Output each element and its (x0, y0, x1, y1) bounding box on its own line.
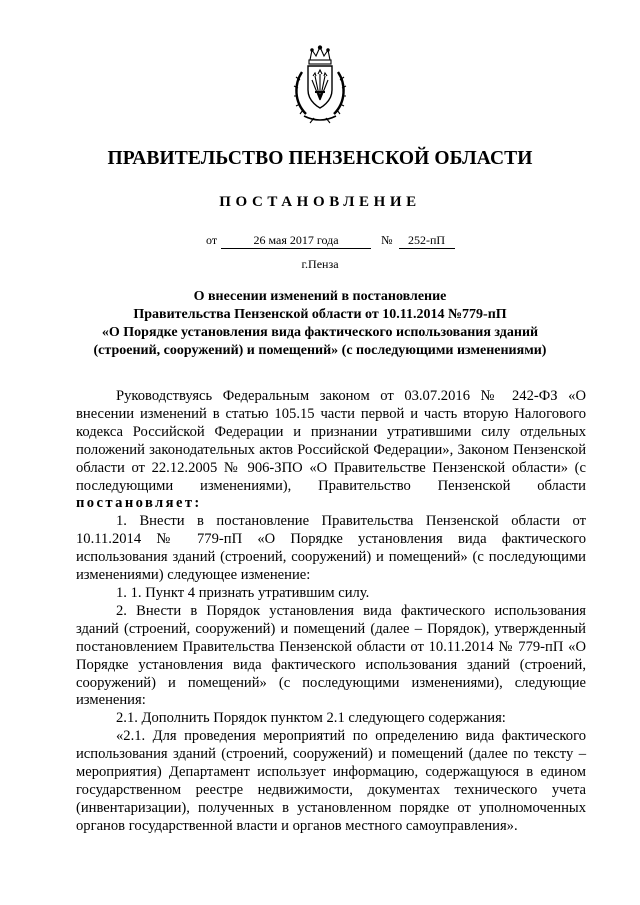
document-body (76, 388, 586, 836)
clause-1-1: 1. 1. Пункт 4 признать утратившим силу. (116, 584, 370, 601)
clause-2-1: 2.1. Дополнить Порядок пунктом 2.1 следующего содержания: (116, 710, 506, 727)
document-city: г.Пенза (301, 257, 339, 271)
date-prefix: от (206, 233, 218, 247)
document-subject (60, 288, 580, 360)
document-date: 26 мая 2017 года (221, 233, 371, 249)
preamble-paragraph (76, 388, 586, 513)
document-number: 252-пП (399, 233, 455, 249)
coat-of-arms-emblem (288, 44, 352, 124)
preamble-text: Руководствуясь Федеральным законом от 03.07.2016 № 242-ФЗ «О внесении изменений в статью 105.15 части первой и часть вторую Налогового кодекса Российской Федерации и признании утратившими силу отдельных положений законодательных актов Российской Федерации», Законом Пензенской области от 22.12.2005 № 906-ЗПО «О Правительстве Пензенской области» (с последующими изменениями), Правительство Пензенской области (76, 388, 586, 494)
resolves-word: постановляет: (76, 495, 202, 512)
subject-line: «О Порядке установления вида фактического использования зданий (101, 325, 539, 340)
organization-title: ПРАВИТЕЛЬСТВО ПЕНЗЕНСКОЙ ОБЛАСТИ (107, 148, 533, 169)
clause-2: 2. Внести в Порядок установления вида фактического использования зданий (строений, сооружений) и помещений (далее – Порядок), утвержденный постановлением Правительства Пензенской области от 10.11.2014 № 779-пП «О Порядке установления вида фактического использования зданий (строений, сооружений) и помещений» (с последующими изменениями), следующие изменения: (76, 602, 586, 709)
subject-line: О внесении изменений в постановление (193, 289, 447, 304)
date-number-line (206, 233, 455, 249)
clause-1: 1. Внести в постановление Правительства Пензенской области от 10.11.2014 № 779-пП «О Порядке установления вида фактического использования зданий (строений, сооружений) и помещений» (с последующими изменениями) следующее изменение: (76, 513, 586, 584)
clause-2-1-text: «2.1. Для проведения мероприятий по определению вида фактического использования зданий (строений, сооружений) и помещений (далее по тексту – мероприятия) Департамент использует информацию, содержащуюся в едином государственном реестре недвижимости, документах технического учета (инвентаризации), полученных в установленном порядке от уполномоченных органов государственной власти и органов местного самоуправления». (76, 728, 586, 834)
subject-line: Правительства Пензенской области от 10.11.2014 №779-пП (133, 307, 507, 322)
subject-line: (строений, сооружений) и помещений» (с последующими изменениями) (93, 343, 547, 358)
number-label: № (381, 233, 393, 247)
document-type-title: ПОСТАНОВЛЕНИЕ (219, 194, 421, 210)
